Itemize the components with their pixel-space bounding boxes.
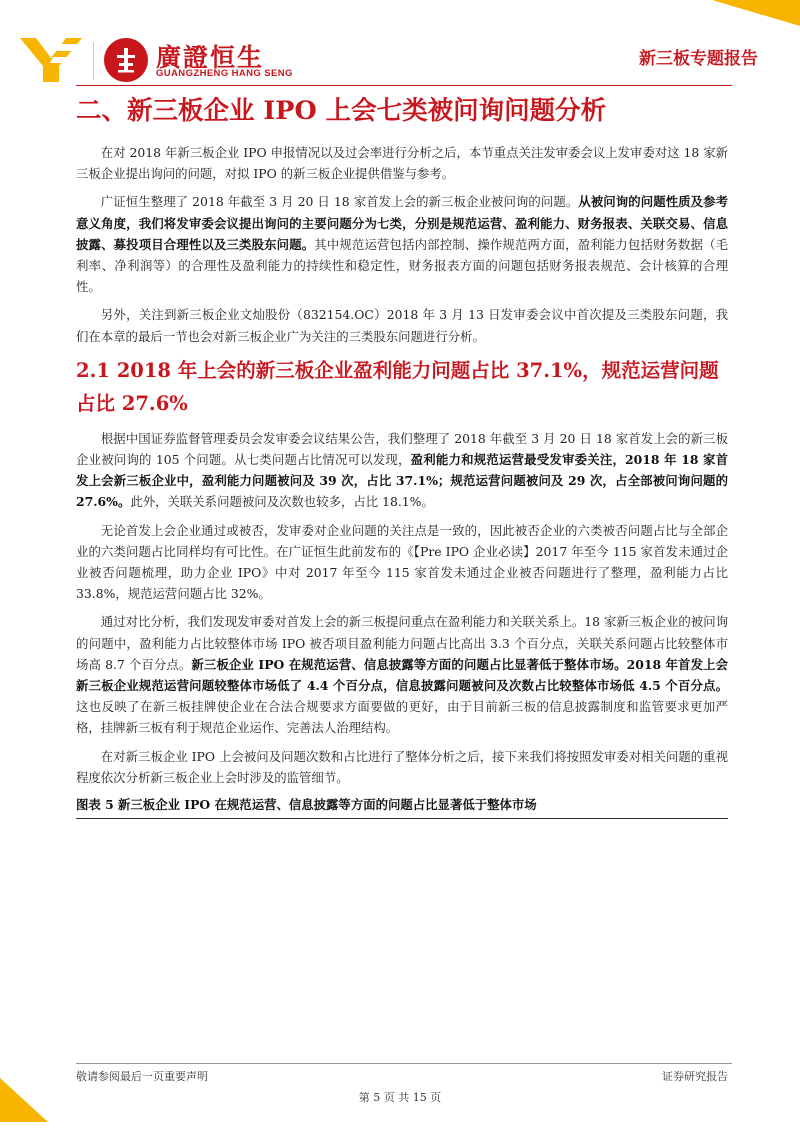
seal-logo-icon (104, 38, 148, 82)
bold-text: 从被问询的问题性质及参考意义角度，我们将发审委会议提出询问的主要问题分为七类，分别是规范运营、盈利能力、财务报表、关联交易、信息披露、募投项目合理性以及三类股东问题。 (76, 194, 729, 252)
footer-report-kind: 证券研究报告 (662, 1070, 728, 1083)
intro-paragraph-2 (76, 191, 728, 297)
bold-text: 新三板企业 IPO 在规范运营、信息披露等方面的问题占比显著低于整体市场。2018 年首发上会新三板企业规范运营问题较整体市场低了 4.4 个百分点，信息披露问题被问及次数占比较整体市场低 4.5 个百分点。 (76, 656, 728, 694)
page-header (0, 0, 800, 96)
main-content (76, 92, 728, 819)
company-name-en: GUANGZHENG HANG SENG (156, 68, 293, 79)
header-divider (76, 85, 732, 86)
text-run: 根据中国证券监督管理委员会发审委会议结果公告，我们整理了 2018 年截至 3 月 20 日 18 家首发上会的新三板企业被问询的 105 个问题。从七类问题占比情况可以发现， (76, 430, 728, 468)
body-paragraph-4: 在对新三板企业 IPO 上会被问及问题次数和占比进行了整体分析之后，接下来我们将按照发审委对相关问题的重视程度依次分析新三板企业上会时涉及的监管细节。 (76, 748, 728, 785)
logo-divider (93, 42, 94, 80)
footer-divider (76, 1063, 732, 1064)
text-run: 这也反映了在新三板挂牌使企业在合法合规要求方面要做的更好，由于目前新三板的信息披露制度和监管要求更加严格，挂牌新三板有利于规范企业运作、完善法人治理结构。 (76, 699, 728, 736)
figure-caption: 图表 5 新三板企业 IPO 在规范运营、信息披露等方面的问题占比显著低于整体市场 (76, 795, 728, 819)
body-paragraph-2: 无论首发上会企业通过或被否，发审委对企业问题的关注点是一致的，因此被否企业的六类被否问题占比与全部企业的六类问题占比同样均有可比性。在广证恒生此前发布的《【Pre IPO 企业必读】2017 年至今 115 家首发未通过企业被否问题梳理，助力企业 IPO》中对 2017 年至今 115 家首发未通过企业被否问题进行了整理，盈利能力占比 33.8%，规范运营问题占比 32%。 (76, 522, 728, 602)
intro-paragraph-3: 另外，关注到新三板企业文灿股份（832154.OC）2018 年 3 月 13 日发审委会议中首次提及三类股东问题，我们在本章的最后一节也会对新三板企业广为关注的三类股东问题进行分析。 (76, 307, 728, 344)
body-paragraph-1 (76, 428, 728, 513)
intro-paragraph-1: 在对 2018 年新三板企业 IPO 申报情况以及过会率进行分析之后，本节重点关注发审委会议上发审委对这 18 家新三板企业提出询问的问题，对拟 IPO 的新三板企业提供借鉴与参考。 (76, 145, 728, 182)
page-number: 第 5 页 共 15 页 (358, 1091, 442, 1104)
section-title: 二、新三板企业 IPO 上会七类被问询问题分析 (76, 96, 607, 126)
text-run: 广证恒生整理了 2018 年截至 3 月 20 日 18 家首发上会的新三板企业被问询的问题。 (100, 194, 579, 210)
company-name-cn: 廣證恒生 (156, 43, 265, 72)
text-run: 通过对比分析，我们发现发审委对首发上会的新三板提问重点在盈利能力和关联关系上。18 家新三板企业的被问询的问题中，盈利能力占比较整体市场 IPO 被否项目盈利能力问题占比高出 3.3 个百分点，关联关系问题占比较整体市场高 8.7 个百分点。 (76, 614, 728, 672)
company-logo-icon (20, 38, 82, 82)
footer-disclaimer: 敬请参阅最后一页重要声明 (76, 1070, 208, 1083)
body-paragraph-3 (76, 611, 728, 738)
subsection-title: 2.1 2018 年上会的新三板企业盈利能力问题占比 37.1%，规范运营问题占比 27.6% (76, 358, 719, 415)
report-type-label: 新三板专题报告 (639, 49, 758, 69)
bold-text: 盈利能力和规范运营最受发审委关注，2018 年 18 家首发上会新三板企业中，盈利能力问题被问及 39 次，占比 37.1%；规范运营问题被问及 29 次，占全部被问询问题的 27.6%。 (76, 452, 729, 510)
text-run: 此外，关联关系问题被问及次数也较多，占比 18.1%。 (130, 494, 434, 510)
text-run: 其中规范运营包括内部控制、操作规范两方面，盈利能力包括财务数据（毛利率、净利润等）的合理性及盈利能力的持续性和稳定性，财务报表方面的问题包括财务报表规范、会计核算的合理性。 (76, 236, 729, 295)
